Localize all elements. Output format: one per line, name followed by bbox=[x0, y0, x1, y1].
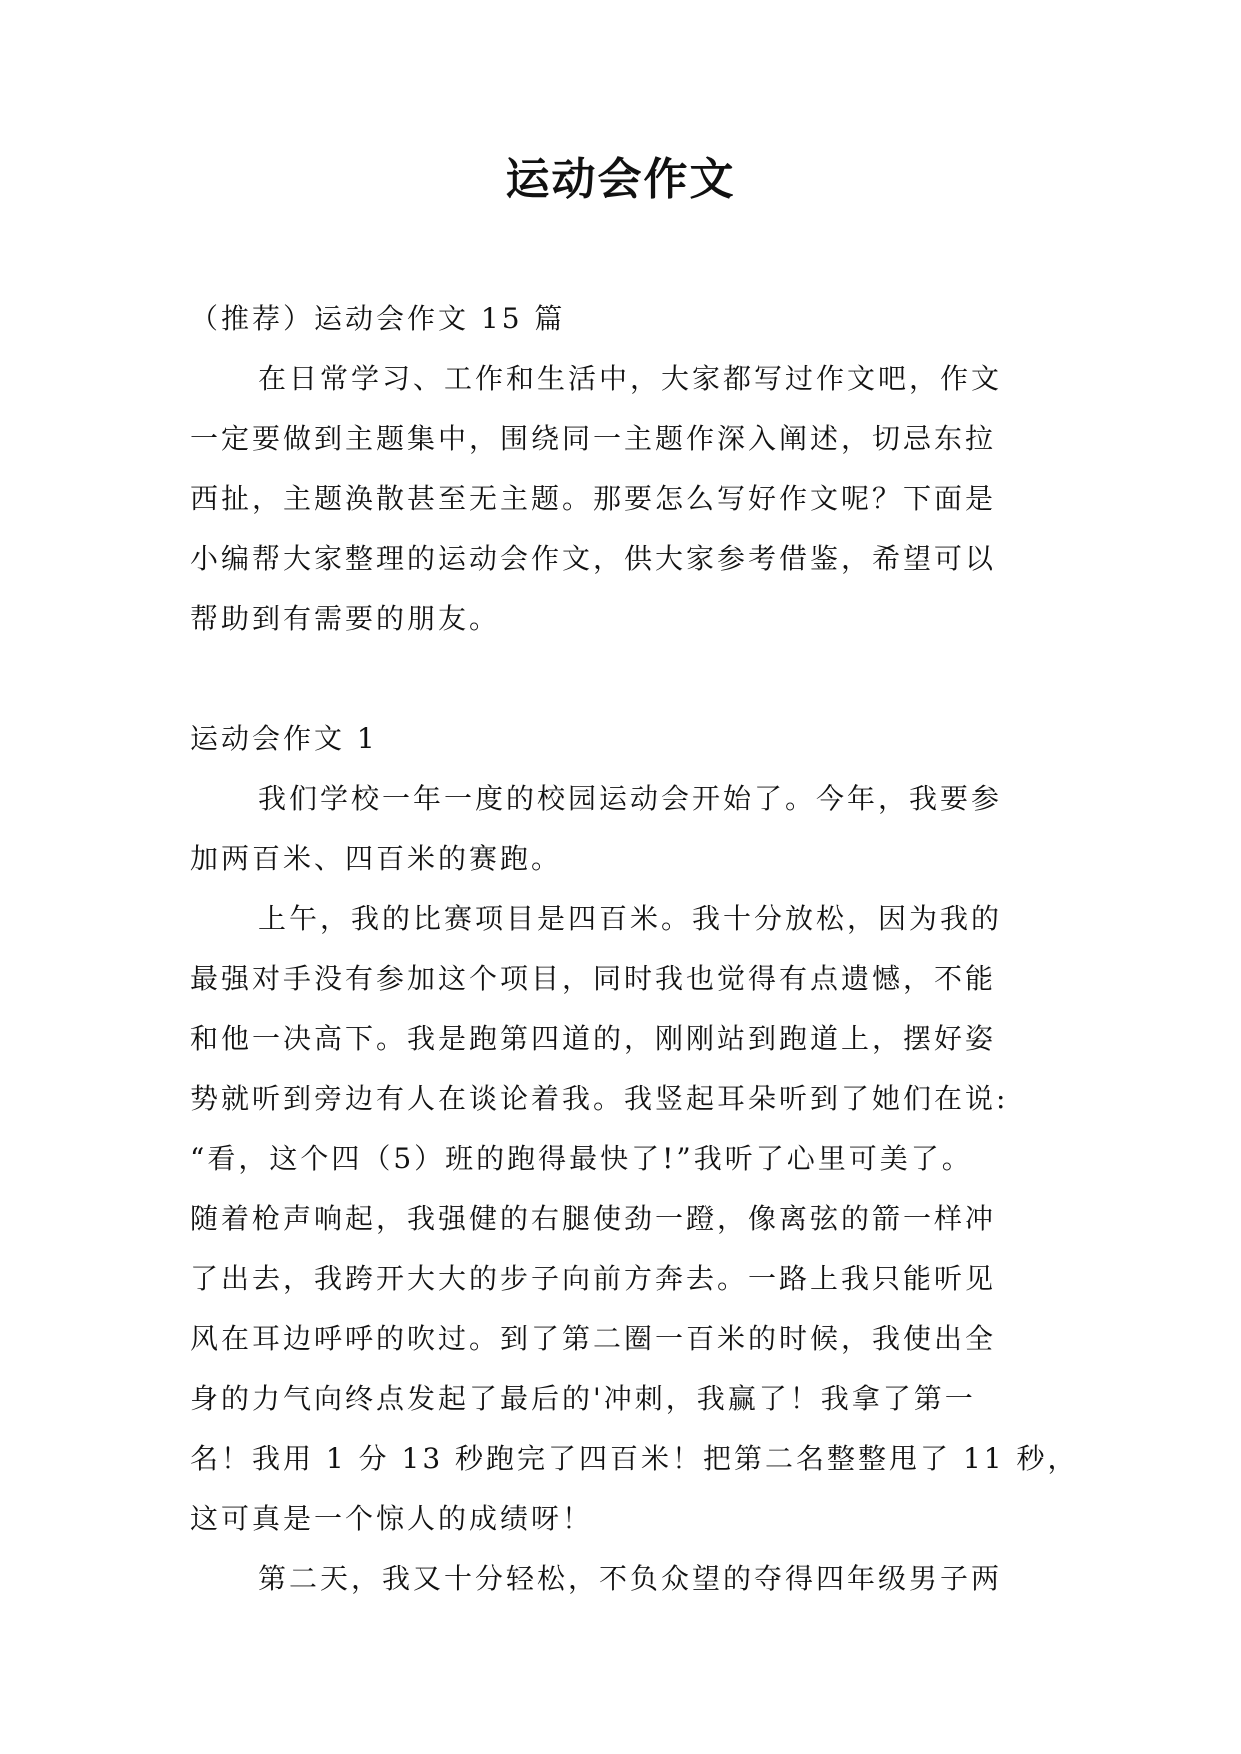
text-line: 在日常学习、工作和生活中，大家都写过作文吧，作文 bbox=[258, 362, 1003, 395]
paragraph-gap bbox=[190, 649, 1056, 709]
text-line: 一定要做到主题集中，围绕同一主题作深入阐述，切忌东拉 bbox=[190, 422, 997, 455]
text-line: 帮助到有需要的朋友。 bbox=[190, 602, 501, 635]
text-line: 身的力气向终点发起了最后的'冲刺，我赢了！我拿了第一 bbox=[190, 1382, 976, 1415]
essay-paragraph-3 bbox=[190, 1549, 1056, 1609]
text-line: “看，这个四（5）班的跑得最快了!”我听了心里可美了。 bbox=[190, 1142, 973, 1175]
text-line: 加两百米、四百米的赛跑。 bbox=[190, 842, 563, 875]
text-line: 上午，我的比赛项目是四百米。我十分放松，因为我的 bbox=[258, 902, 1003, 935]
document-subtitle: （推荐）运动会作文 15 篇 bbox=[190, 302, 566, 335]
essay-paragraph-1 bbox=[190, 769, 1056, 889]
essay-paragraph-2 bbox=[190, 889, 1079, 1549]
text-line: 我们学校一年一度的校园运动会开始了。今年，我要参 bbox=[258, 782, 1003, 815]
text-line: 西扯，主题涣散甚至无主题。那要怎么写好作文呢？下面是 bbox=[190, 482, 997, 515]
intro-paragraph bbox=[190, 349, 1056, 649]
section-heading: 运动会作文 1 bbox=[190, 722, 378, 755]
text-line: 风在耳边呼呼的吹过。到了第二圈一百米的时候，我使出全 bbox=[190, 1322, 997, 1355]
text-line: 名！我用 1 分 13 秒跑完了四百米！把第二名整整甩了 11 秒， bbox=[190, 1442, 1079, 1475]
text-line: 了出去，我跨开大大的步子向前方奔去。一路上我只能听见 bbox=[190, 1262, 997, 1295]
document-body bbox=[190, 289, 1079, 1609]
text-line: 势就听到旁边有人在谈论着我。我竖起耳朵听到了她们在说: bbox=[190, 1082, 1009, 1115]
text-line: 这可真是一个惊人的成绩呀！ bbox=[190, 1502, 594, 1535]
text-line: 最强对手没有参加这个项目，同时我也觉得有点遗憾，不能 bbox=[190, 962, 997, 995]
text-line: 随着枪声响起，我强健的右腿使劲一蹬，像离弦的箭一样冲 bbox=[190, 1202, 997, 1235]
text-line: 第二天，我又十分轻松，不负众望的夺得四年级男子两 bbox=[258, 1562, 1003, 1595]
text-line: 和他一决高下。我是跑第四道的，刚刚站到跑道上，摆好姿 bbox=[190, 1022, 997, 1055]
text-line: 小编帮大家整理的运动会作文，供大家参考借鉴，希望可以 bbox=[190, 542, 997, 575]
page-title: 运动会作文 bbox=[505, 154, 736, 205]
